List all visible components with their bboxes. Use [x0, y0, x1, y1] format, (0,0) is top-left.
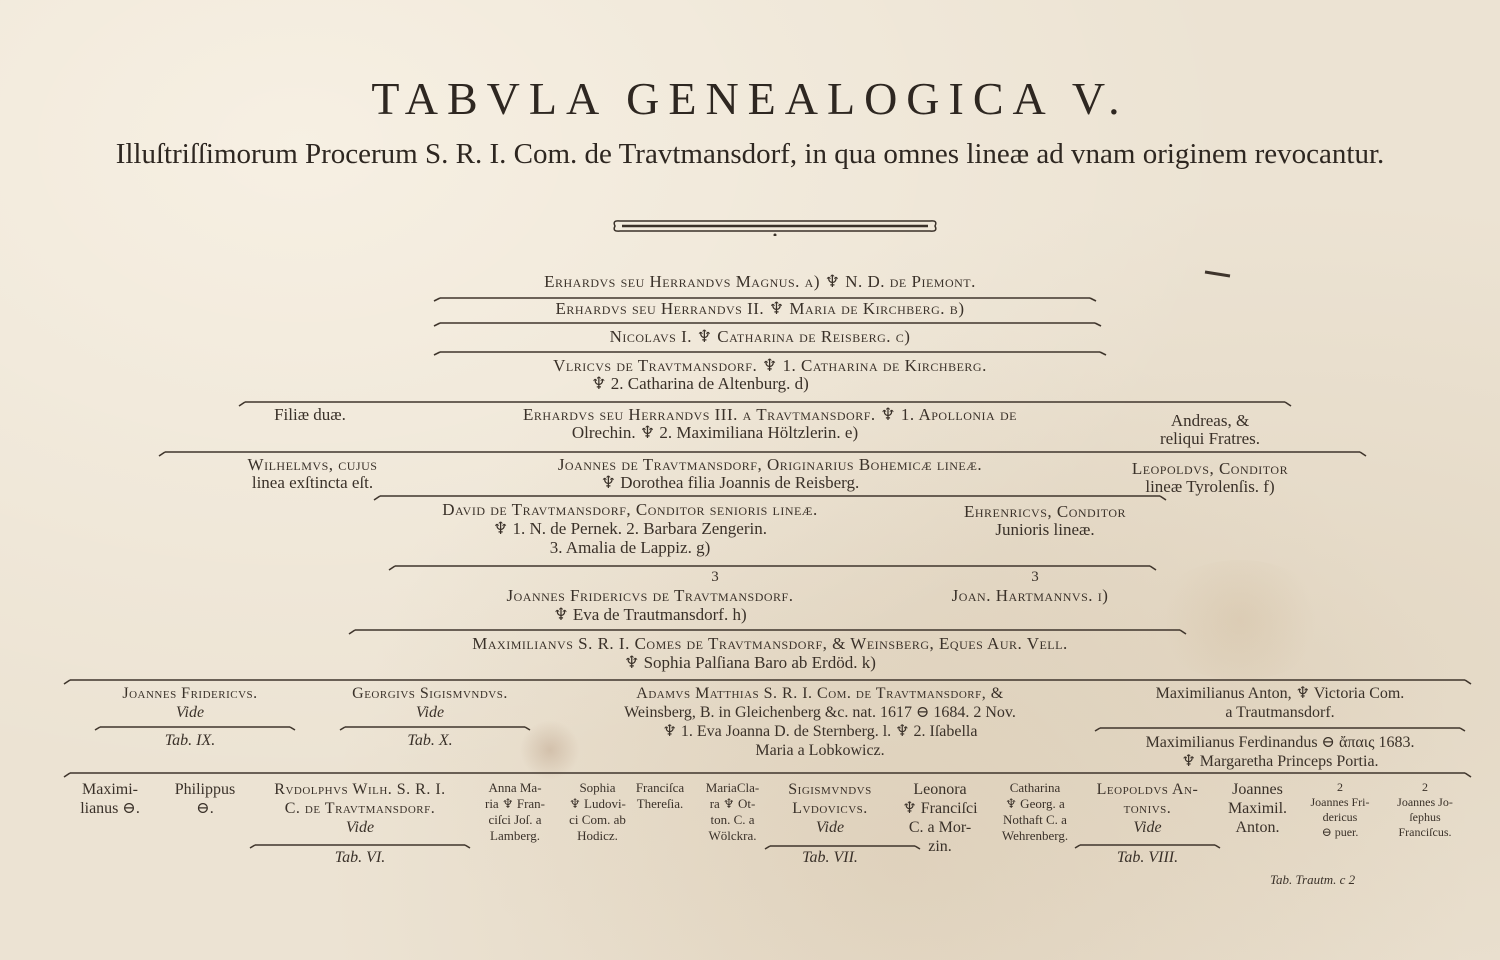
gen6-wilhelmus-line2: linea exſtincta eſt.: [251, 473, 374, 492]
gen11-leonora-line3: C. a Mor-: [908, 819, 972, 836]
gen6-wilhelmus-line1: Wilhelmvs, cujus: [247, 455, 378, 474]
gen2-erhardus-ii: Erhardvs ſeu Herrandvs II. ♆ Maria de Kirchberg. b): [555, 299, 965, 318]
gen11-catharina-line1: Catharina: [1009, 780, 1061, 795]
gen11-leonora-line1: Leonora: [913, 781, 967, 798]
gen11-joannes-josephus-number: 2: [1422, 780, 1428, 794]
gen5-andreas-line2: reliqui Fratres.: [1159, 429, 1261, 448]
gen7-david-line3: 3. Amalia de Lappiz. g): [549, 538, 711, 557]
gen11-rudolphus-tab: Tab. VI.: [334, 849, 386, 866]
gen7-david-line1: David de Travtmansdorf, Conditor ſenioris lineæ.: [442, 500, 818, 519]
gen10-georgius-sigismundus-vide: Vide: [415, 704, 445, 721]
gen5-erhardus-iii-line2: Olrechin. ♆ 2. Maximiliana Höltzlerin. e): [571, 423, 859, 442]
page-subtitle: Illuſtriſſimorum Procerum S. R. I. Com. de Travtmansdorf, in qua omnes lineæ ad vnam originem revocantur.: [115, 138, 1385, 170]
gen8-number-right: 3: [1031, 569, 1039, 585]
gen3-nicolaus-i: Nicolavs I. ♆ Catharina de Reisberg. c): [609, 327, 911, 346]
gen11-rudolphus-vide: Vide: [345, 819, 375, 836]
gen11-philippus-line1: Philippus: [174, 781, 236, 798]
gen11-joannes-fridericus-line2: dericus: [1322, 810, 1358, 824]
gen10-adamus-line4: Maria a Lobkowicz.: [755, 742, 885, 759]
gen11-leopoldus-antonius-tab: Tab. VIII.: [1116, 849, 1179, 866]
gen5-andreas-line1: Andreas, &: [1170, 411, 1250, 430]
gen11-anna-maria-line4: Lamberg.: [490, 828, 540, 843]
gen10-maximilianus-ferdinandus-line1: Maximilianus Ferdinandus ⊖ ἄπαις 1683.: [1145, 734, 1415, 751]
gen6-leopoldus-line2: lineæ Tyrolenſis. f): [1145, 477, 1275, 496]
gen11-leonora-line2: ♆ Franciſci: [902, 800, 978, 817]
gen11-maria-clara-line1: MariaCla-: [705, 780, 760, 795]
gen4-ulricus-line2: ♆ 2. Catharina de Altenburg. d): [591, 374, 809, 393]
gen4-ulricus-line1: Vlricvs de Travtmansdorf. ♆ 1. Catharina de Kirchberg.: [553, 356, 987, 375]
plate-signature: Tab. Trautm. c 2: [1270, 872, 1356, 887]
gen10-maximilianus-ferdinandus-line2: ♆ Margaretha Princeps Portia.: [1181, 753, 1379, 770]
gen8-joannes-fridericus-line2: ♆ Eva de Trautmansdorf. h): [553, 605, 747, 624]
gen11-catharina-line3: Nothaft C. a: [1003, 812, 1067, 827]
gen5-erhardus-iii-line1: Erhardvs ſeu Herrandvs III. a Travtmansdorf. ♆ 1. Apollonia de: [523, 405, 1017, 424]
gen7-david-line2: ♆ 1. N. de Pernek. 2. Barbara Zengerin.: [493, 519, 767, 538]
gen11-joannes-fridericus-number: 2: [1337, 780, 1343, 794]
gen11-sigismundus-line2: Lvdovicvs.: [792, 800, 868, 817]
gen6-joannes-line2: ♆ Dorothea filia Joannis de Reisberg.: [600, 473, 860, 492]
gen11-anna-maria-line2: ria ♆ Fran-: [484, 796, 546, 811]
gen11-joannes-fridericus-line3: ⊖ puer.: [1321, 825, 1359, 839]
gen5-filiae-duae: Filiæ duæ.: [274, 405, 346, 424]
gen11-catharina-line2: ♆ Georg. a: [1005, 796, 1065, 811]
gen11-anna-maria-line3: ciſci Joſ. a: [488, 812, 542, 827]
gen11-sigismundus-vide: Vide: [815, 819, 845, 836]
gen11-maximilianus-line2: lianus ⊖.: [80, 800, 140, 817]
gen10-adamus-line2: Weinsberg, B. in Gleichenberg &c. nat. 1617 ⊖ 1684. 2 Nov.: [624, 704, 1016, 721]
gen7-ehrenricus-line1: Ehrenricvs, Conditor: [963, 502, 1126, 521]
gen11-leopoldus-antonius-line1: Leopoldvs An-: [1096, 781, 1199, 798]
gen11-catharina-line4: Wehrenberg.: [1001, 828, 1069, 843]
gen11-leopoldus-antonius-line2: tonivs.: [1123, 800, 1172, 817]
gen11-maria-clara-line4: Wölckra.: [708, 828, 757, 843]
gen6-leopoldus-line1: Leopoldvs, Conditor: [1131, 459, 1289, 478]
gen11-joannes-josephus-line2: ſephus: [1409, 810, 1441, 824]
gen11-rudolphus-line1: Rvdolphvs Wilh. S. R. I.: [274, 781, 446, 798]
gen10-joannes-fridericus-tab: Tab. IX.: [164, 732, 216, 749]
gen11-sophia-line2: ♆ Ludovi-: [569, 796, 626, 811]
gen11-sophia-line1: Sophia: [579, 780, 616, 795]
gen10-adamus-line1: Adamvs Matthias S. R. I. Com. de Travtmansdorf, &: [636, 685, 1004, 702]
gen10-joannes-fridericus: Joannes Fridericvs.: [122, 685, 258, 702]
gen11-maria-clara-line3: ton. C. a: [710, 812, 755, 827]
gen11-sigismundus-line1: Sigismvndvs: [788, 781, 872, 798]
gen11-joannes-josephus-line1: Joannes Jo-: [1397, 795, 1453, 809]
gen11-sophia-line3: ci Com. ab: [569, 812, 626, 827]
page-title: TABVLA GENEALOGICA V.: [371, 73, 1129, 124]
gen11-joannes-maximil-line3: Anton.: [1235, 819, 1280, 836]
gen8-joan-hartmannus: Joan. Hartmannvs. i): [951, 586, 1109, 605]
gen11-sigismundus-tab: Tab. VII.: [802, 849, 858, 866]
gen11-rudolphus-line2: C. de Travtmansdorf.: [284, 800, 436, 817]
gen11-francisca-line1: Franciſca: [635, 780, 685, 795]
gen10-adamus-line3: ♆ 1. Eva Joanna D. de Sternberg. l. ♆ 2. Iſabella: [662, 723, 978, 740]
gen11-joannes-maximil-line1: Joannes: [1232, 781, 1283, 798]
gen10-georgius-sigismundus-tab: Tab. X.: [407, 732, 453, 749]
gen11-sophia-line4: Hodicz.: [577, 828, 618, 843]
gen11-maximilianus-line1: Maximi-: [82, 781, 138, 798]
gen6-joannes-line1: Joannes de Travtmansdorf, Originarius Bohemicæ lineæ.: [557, 455, 983, 474]
gen11-francisca-line2: Thereſia.: [636, 796, 684, 811]
gen10-joannes-fridericus-vide: Vide: [175, 704, 205, 721]
gen1-erhardus-magnus: Erhardvs ſeu Herrandvs Magnus. a) ♆ N. D. de Piemont.: [544, 272, 976, 291]
gen8-number-left: 3: [711, 569, 719, 585]
gen7-ehrenricus-line2: Junioris lineæ.: [995, 520, 1095, 539]
gen11-joannes-maximil-line2: Maximil.: [1227, 800, 1288, 817]
gen11-leonora-line4: zin.: [928, 838, 952, 855]
gen11-maria-clara-line2: ra ♆ Ot-: [709, 796, 756, 811]
gen9-maximilianus-line1: Maximilianvs S. R. I. Comes de Travtmansdorf, & Weinsberg, Eques Aur. Vell.: [472, 634, 1068, 653]
gen11-joannes-josephus-line3: Franciſcus.: [1398, 825, 1452, 839]
gen11-leopoldus-antonius-vide: Vide: [1133, 819, 1162, 836]
gen11-joannes-fridericus-line1: Joannes Fri-: [1310, 795, 1370, 809]
gen9-maximilianus-line2: ♆ Sophia Palſiana Baro ab Erdöd. k): [624, 653, 876, 672]
gen11-philippus-line2: ⊖.: [196, 800, 214, 817]
gen10-maximilianus-anton-line2: a Trautmansdorf.: [1225, 704, 1335, 721]
gen10-maximilianus-anton-line1: Maximilianus Anton, ♆ Victoria Com.: [1155, 685, 1405, 702]
gen8-joannes-fridericus-line1: Joannes Fridericvs de Travtmansdorf.: [506, 586, 794, 605]
gen11-anna-maria-line1: Anna Ma-: [488, 780, 542, 795]
gen10-georgius-sigismundus: Georgivs Sigismvndvs.: [352, 685, 508, 702]
